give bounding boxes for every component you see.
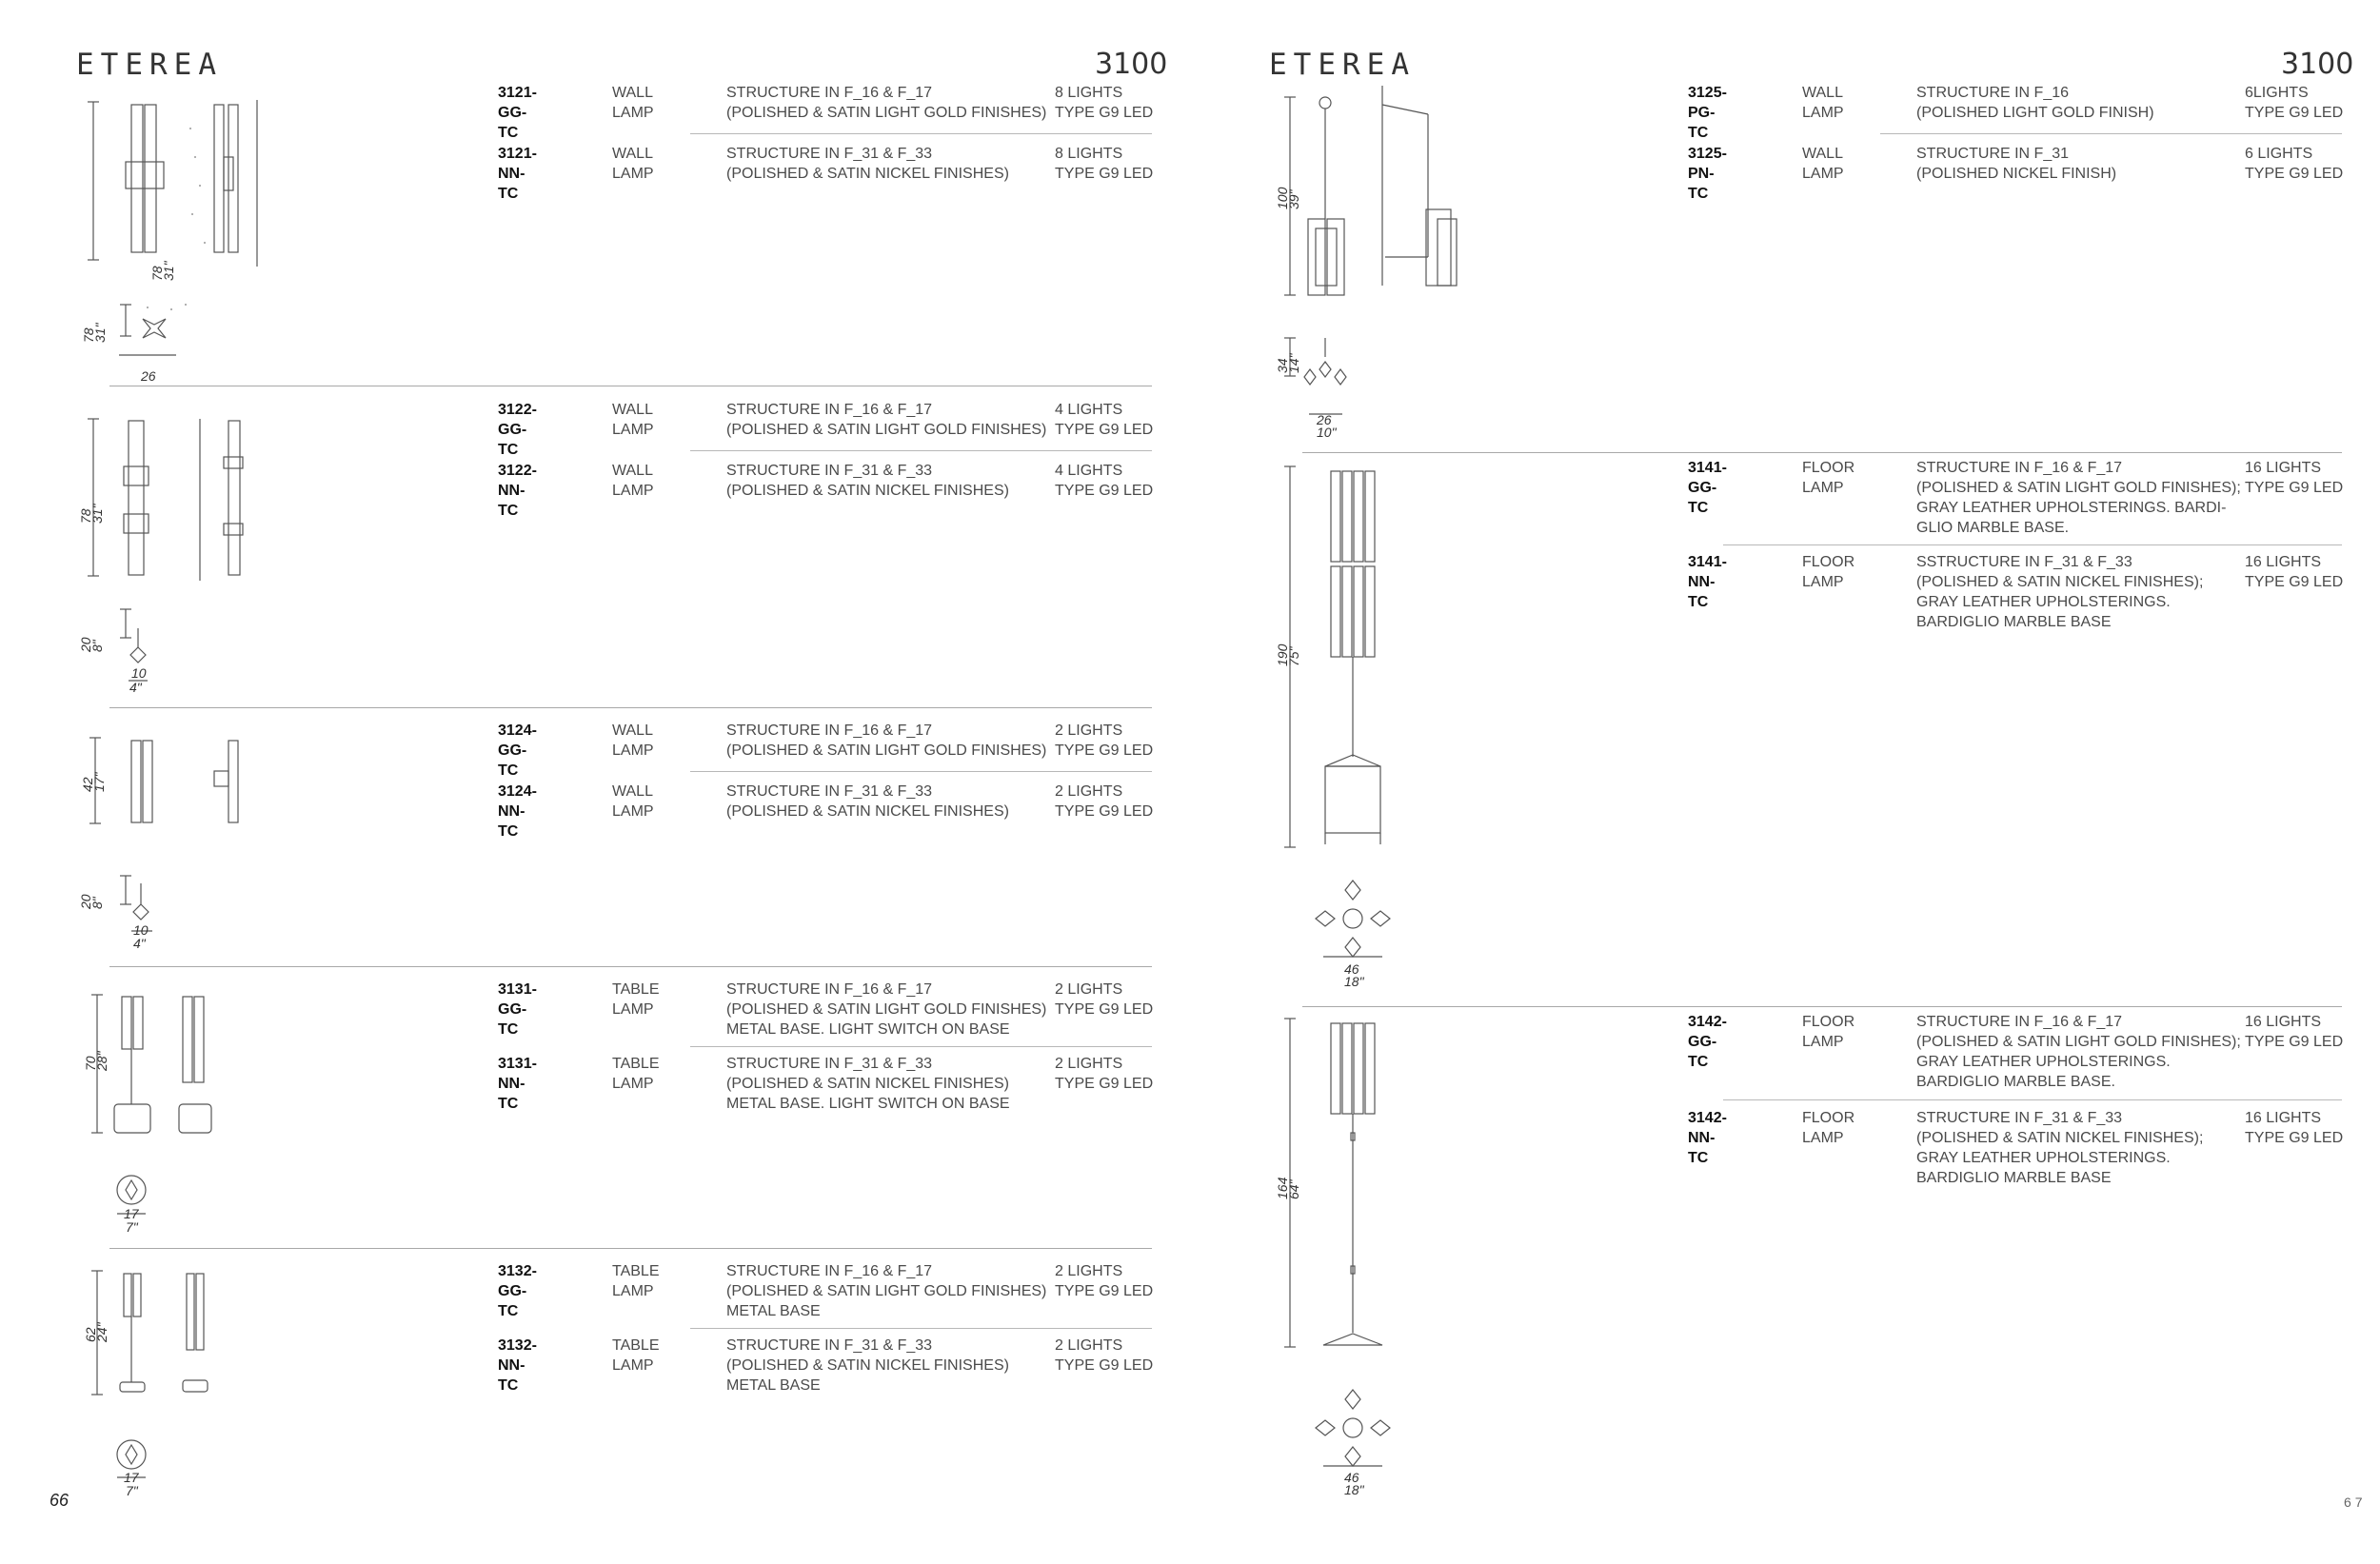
product-code: 3121-NN-TC bbox=[498, 146, 537, 202]
product-desc-line: (POLISHED & SATIN LIGHT GOLD FINISHES) bbox=[726, 1283, 1047, 1299]
product-lights: 2 LIGHTS bbox=[1055, 783, 1123, 800]
table-lamp-3132-drawing bbox=[76, 1266, 267, 1499]
product-desc-line: STRUCTURE IN F_31 & F_33 bbox=[726, 463, 933, 479]
product-lights: 6LIGHTS bbox=[2245, 85, 2309, 101]
product-code: 3125-PN-TC bbox=[1688, 146, 1727, 202]
product-bulb: TYPE G9 LED bbox=[1055, 422, 1154, 438]
product-type: WALL LAMP bbox=[1802, 85, 1844, 121]
dim-width-cm: 10 bbox=[131, 665, 147, 681]
product-bulb: TYPE G9 LED bbox=[1055, 1357, 1154, 1374]
product-type: FLOOR LAMP bbox=[1802, 1014, 1855, 1050]
product-desc-line: (POLISHED & SATIN NICKEL FINISHES) bbox=[726, 1076, 1009, 1092]
product-desc-line: (POLISHED NICKEL FINISH) bbox=[1916, 166, 2117, 182]
product-type: WALL LAMP bbox=[612, 723, 654, 759]
product-desc-line: STRUCTURE IN F_16 & F_17 bbox=[726, 1263, 933, 1279]
product-bulb: TYPE G9 LED bbox=[2245, 480, 2344, 496]
dim-width-in: 4" bbox=[133, 936, 146, 951]
dim-width-cm: 46 bbox=[1344, 961, 1359, 977]
product-desc-line: STRUCTURE IN F_31 & F_33 bbox=[1916, 1110, 2123, 1126]
wall-lamp-3125-drawing bbox=[1266, 86, 1514, 443]
product-desc-line: STRUCTURE IN F_31 & F_33 bbox=[726, 1056, 933, 1072]
product-code: 3142-NN-TC bbox=[1688, 1110, 1727, 1166]
product-lights: 6 LIGHTS bbox=[2245, 146, 2313, 162]
dim-depth-cm: 20 bbox=[78, 637, 93, 652]
dim-width: 26 bbox=[141, 368, 156, 381]
product-desc-line: BARDIGLIO MARBLE BASE. bbox=[1916, 1074, 2115, 1090]
row-divider bbox=[690, 1046, 1152, 1047]
product-bulb: TYPE G9 LED bbox=[1055, 1076, 1154, 1092]
product-lights: 16 LIGHTS bbox=[2245, 1110, 2322, 1126]
product-code: 3124-NN-TC bbox=[498, 783, 537, 840]
dim-height-in: 17" bbox=[91, 772, 107, 792]
product-bulb: TYPE G9 LED bbox=[1055, 1001, 1154, 1018]
dim-width-in: 18" bbox=[1344, 1482, 1364, 1497]
product-bulb: TYPE G9 LED bbox=[1055, 1283, 1154, 1299]
product-type: WALL LAMP bbox=[1802, 146, 1844, 182]
row-divider bbox=[690, 133, 1152, 134]
product-bulb: TYPE G9 LED bbox=[2245, 1034, 2344, 1050]
product-lights: 16 LIGHTS bbox=[2245, 554, 2322, 570]
product-desc-line: GLIO MARBLE BASE. bbox=[1916, 520, 2070, 536]
series-number: 3100 bbox=[1095, 48, 1168, 81]
product-desc-line: STRUCTURE IN F_16 & F_17 bbox=[1916, 460, 2123, 476]
product-bulb: TYPE G9 LED bbox=[2245, 1130, 2344, 1146]
dim-height-in: 24" bbox=[94, 1322, 109, 1342]
dim-width-cm: 26 bbox=[1317, 412, 1332, 427]
product-desc-line: (POLISHED & SATIN LIGHT GOLD FINISHES) bbox=[726, 742, 1047, 759]
page-number-right: 67 bbox=[2344, 1495, 2367, 1510]
dim-height-in: 31" bbox=[89, 504, 105, 524]
product-type: WALL LAMP bbox=[612, 146, 654, 182]
product-desc-line: STRUCTURE IN F_31 & F_33 bbox=[726, 783, 933, 800]
row-divider bbox=[690, 1328, 1152, 1329]
product-lights: 4 LIGHTS bbox=[1055, 463, 1123, 479]
group-divider bbox=[109, 707, 1152, 708]
product-desc-line: METAL BASE. LIGHT SWITCH ON BASE bbox=[726, 1021, 1010, 1038]
product-desc-line: METAL BASE bbox=[726, 1377, 821, 1394]
catalog-page-right bbox=[1190, 0, 2380, 1564]
dim-height-cm: 164 bbox=[1275, 1177, 1290, 1199]
product-bulb: TYPE G9 LED bbox=[1055, 483, 1154, 499]
product-desc-line: (POLISHED & SATIN NICKEL FINISHES) bbox=[726, 483, 1009, 499]
product-bulb: TYPE G9 LED bbox=[1055, 166, 1154, 182]
product-desc-line: METAL BASE. LIGHT SWITCH ON BASE bbox=[726, 1096, 1010, 1112]
dim-height-cm: 190 bbox=[1275, 643, 1290, 666]
product-lights: 8 LIGHTS bbox=[1055, 85, 1123, 101]
brand-title: ETEREA bbox=[1269, 48, 1416, 82]
product-lights: 2 LIGHTS bbox=[1055, 723, 1123, 739]
product-bulb: TYPE G9 LED bbox=[1055, 803, 1154, 820]
wall-lamp-3124-drawing bbox=[67, 714, 286, 957]
product-desc-line: STRUCTURE IN F_31 & F_33 bbox=[726, 1337, 933, 1354]
product-type: TABLE LAMP bbox=[612, 981, 660, 1018]
product-lights: 16 LIGHTS bbox=[2245, 460, 2322, 476]
product-bulb: TYPE G9 LED bbox=[2245, 105, 2344, 121]
dim-height: 78 bbox=[149, 266, 165, 281]
dim-depth-in: 14" bbox=[1286, 353, 1301, 373]
floor-lamp-3141-drawing bbox=[1266, 462, 1457, 990]
product-type: TABLE LAMP bbox=[612, 1337, 660, 1374]
product-desc-line: GRAY LEATHER UPHOLSTERINGS. bbox=[1916, 594, 2171, 610]
product-code: 3131-NN-TC bbox=[498, 1056, 537, 1112]
group-divider bbox=[1302, 452, 2342, 453]
dim-height-in: 75" bbox=[1286, 646, 1301, 666]
dim-height-in: 64" bbox=[1286, 1179, 1301, 1199]
row-divider bbox=[690, 450, 1152, 451]
product-lights: 2 LIGHTS bbox=[1055, 1337, 1123, 1354]
product-desc-line: (POLISHED & SATIN LIGHT GOLD FINISHES); bbox=[1916, 480, 2241, 496]
product-bulb: TYPE G9 LED bbox=[2245, 574, 2344, 590]
floor-lamp-3142-drawing bbox=[1266, 1014, 1457, 1499]
dim-height-in: 39" bbox=[1286, 189, 1301, 209]
product-desc-line: BARDIGLIO MARBLE BASE bbox=[1916, 614, 2112, 630]
product-desc-line: (POLISHED & SATIN LIGHT GOLD FINISHES) bbox=[726, 1001, 1047, 1018]
product-lights: 2 LIGHTS bbox=[1055, 1056, 1123, 1072]
product-type: TABLE LAMP bbox=[612, 1056, 660, 1092]
product-desc-line: STRUCTURE IN F_16 & F_17 bbox=[1916, 1014, 2123, 1030]
dim-depth-cm: 20 bbox=[78, 894, 93, 909]
product-bulb: TYPE G9 LED bbox=[2245, 166, 2344, 182]
row-divider bbox=[690, 771, 1152, 772]
dim-height-in: 28" bbox=[94, 1051, 109, 1071]
dim-height-cm: 100 bbox=[1275, 187, 1290, 209]
product-code: 3132-GG-TC bbox=[498, 1263, 537, 1319]
product-desc-line: STRUCTURE IN F_31 bbox=[1916, 146, 2070, 162]
product-desc-line: GRAY LEATHER UPHOLSTERINGS. bbox=[1916, 1150, 2171, 1166]
dim-height-cm: 78 bbox=[78, 508, 93, 524]
product-type: FLOOR LAMP bbox=[1802, 460, 1855, 496]
page-number-left: 66 bbox=[50, 1491, 69, 1510]
product-bulb: TYPE G9 LED bbox=[1055, 742, 1154, 759]
series-number: 3100 bbox=[2281, 48, 2354, 81]
product-code: 3122-NN-TC bbox=[498, 463, 537, 519]
product-desc-line: STRUCTURE IN F_16 & F_17 bbox=[726, 402, 933, 418]
product-desc-line: (POLISHED & SATIN LIGHT GOLD FINISHES) bbox=[726, 422, 1047, 438]
dim-height-cm: 70 bbox=[83, 1056, 98, 1071]
product-desc-line: (POLISHED & SATIN NICKEL FINISHES); bbox=[1916, 574, 2204, 590]
dim-width-in: 7" bbox=[126, 1483, 138, 1498]
dim-width-cm: 46 bbox=[1344, 1470, 1359, 1485]
product-code: 3121-GG-TC bbox=[498, 85, 537, 141]
dim-width-cm: 10 bbox=[133, 922, 149, 938]
dim-height-in: 31" bbox=[92, 323, 108, 343]
product-desc-line: STRUCTURE IN F_16 & F_17 bbox=[726, 85, 933, 101]
product-type: FLOOR LAMP bbox=[1802, 1110, 1855, 1146]
group-divider bbox=[109, 966, 1152, 967]
product-desc-line: (POLISHED & SATIN LIGHT GOLD FINISHES); bbox=[1916, 1034, 2241, 1050]
group-divider bbox=[109, 1248, 1152, 1249]
product-lights: 8 LIGHTS bbox=[1055, 146, 1123, 162]
product-desc-line: (POLISHED & SATIN LIGHT GOLD FINISHES) bbox=[726, 105, 1047, 121]
product-lights: 4 LIGHTS bbox=[1055, 402, 1123, 418]
dim-depth-cm: 34 bbox=[1275, 358, 1290, 373]
product-desc-line: (POLISHED & SATIN NICKEL FINISHES) bbox=[726, 166, 1009, 182]
dim-height-cm: 42 bbox=[80, 777, 95, 792]
row-divider bbox=[1723, 1099, 2342, 1100]
product-bulb: TYPE G9 LED bbox=[1055, 105, 1154, 121]
product-desc-line: (POLISHED & SATIN NICKEL FINISHES) bbox=[726, 1357, 1009, 1374]
product-desc-line: SSTRUCTURE IN F_31 & F_33 bbox=[1916, 554, 2132, 570]
dim-width-in: 4" bbox=[129, 680, 142, 695]
product-type: FLOOR LAMP bbox=[1802, 554, 1855, 590]
product-lights: 16 LIGHTS bbox=[2245, 1014, 2322, 1030]
product-type: WALL LAMP bbox=[612, 85, 654, 121]
product-desc-line: (POLISHED & SATIN NICKEL FINISHES); bbox=[1916, 1130, 2204, 1146]
product-desc-line: STRUCTURE IN F_16 & F_17 bbox=[726, 981, 933, 998]
table-lamp-3131-drawing bbox=[76, 985, 267, 1247]
product-desc-line: STRUCTURE IN F_16 & F_17 bbox=[726, 723, 933, 739]
dim-width-in: 10" bbox=[1317, 425, 1337, 440]
wall-lamp-3122-drawing bbox=[67, 409, 286, 695]
product-desc-line: BARDIGLIO MARBLE BASE bbox=[1916, 1170, 2112, 1186]
dim-width-cm: 17 bbox=[124, 1206, 139, 1221]
product-type: TABLE LAMP bbox=[612, 1263, 660, 1299]
product-code: 3141-GG-TC bbox=[1688, 460, 1727, 516]
dim-width-in: 7" bbox=[126, 1219, 138, 1235]
product-desc-line: STRUCTURE IN F_31 & F_33 bbox=[726, 146, 933, 162]
product-desc-line: METAL BASE bbox=[726, 1303, 821, 1319]
dim-width-cm: 17 bbox=[124, 1470, 139, 1485]
dim-height-cm: 62 bbox=[83, 1327, 98, 1342]
product-code: 3141-NN-TC bbox=[1688, 554, 1727, 610]
dim-height-cm: 78 bbox=[81, 327, 96, 343]
product-lights: 2 LIGHTS bbox=[1055, 1263, 1123, 1279]
product-desc-line: GRAY LEATHER UPHOLSTERINGS. BARDI- bbox=[1916, 500, 2227, 516]
dim-width-in: 18" bbox=[1344, 974, 1364, 989]
product-code: 3142-GG-TC bbox=[1688, 1014, 1727, 1070]
product-code: 3132-NN-TC bbox=[498, 1337, 537, 1394]
product-code: 3125-PG-TC bbox=[1688, 85, 1727, 141]
product-type: WALL LAMP bbox=[612, 463, 654, 499]
product-desc-line: (POLISHED & SATIN NICKEL FINISHES) bbox=[726, 803, 1009, 820]
dim-height-in: 31" bbox=[161, 261, 176, 281]
wall-lamp-3121-dims bbox=[67, 219, 181, 409]
group-divider bbox=[1302, 1006, 2342, 1007]
row-divider bbox=[1880, 133, 2342, 134]
product-code: 3131-GG-TC bbox=[498, 981, 537, 1038]
product-type: WALL LAMP bbox=[612, 783, 654, 820]
product-desc-line: (POLISHED LIGHT GOLD FINISH) bbox=[1916, 105, 2154, 121]
product-code: 3122-GG-TC bbox=[498, 402, 537, 458]
dim-depth-in: 8" bbox=[89, 897, 105, 909]
product-type: WALL LAMP bbox=[612, 402, 654, 438]
brand-title: ETEREA bbox=[76, 48, 223, 82]
product-lights: 2 LIGHTS bbox=[1055, 981, 1123, 998]
product-desc-line: STRUCTURE IN F_16 bbox=[1916, 85, 2070, 101]
dim-depth-in: 8" bbox=[89, 640, 105, 652]
product-desc-line: GRAY LEATHER UPHOLSTERINGS. bbox=[1916, 1054, 2171, 1070]
row-divider bbox=[1723, 544, 2342, 545]
product-code: 3124-GG-TC bbox=[498, 723, 537, 779]
